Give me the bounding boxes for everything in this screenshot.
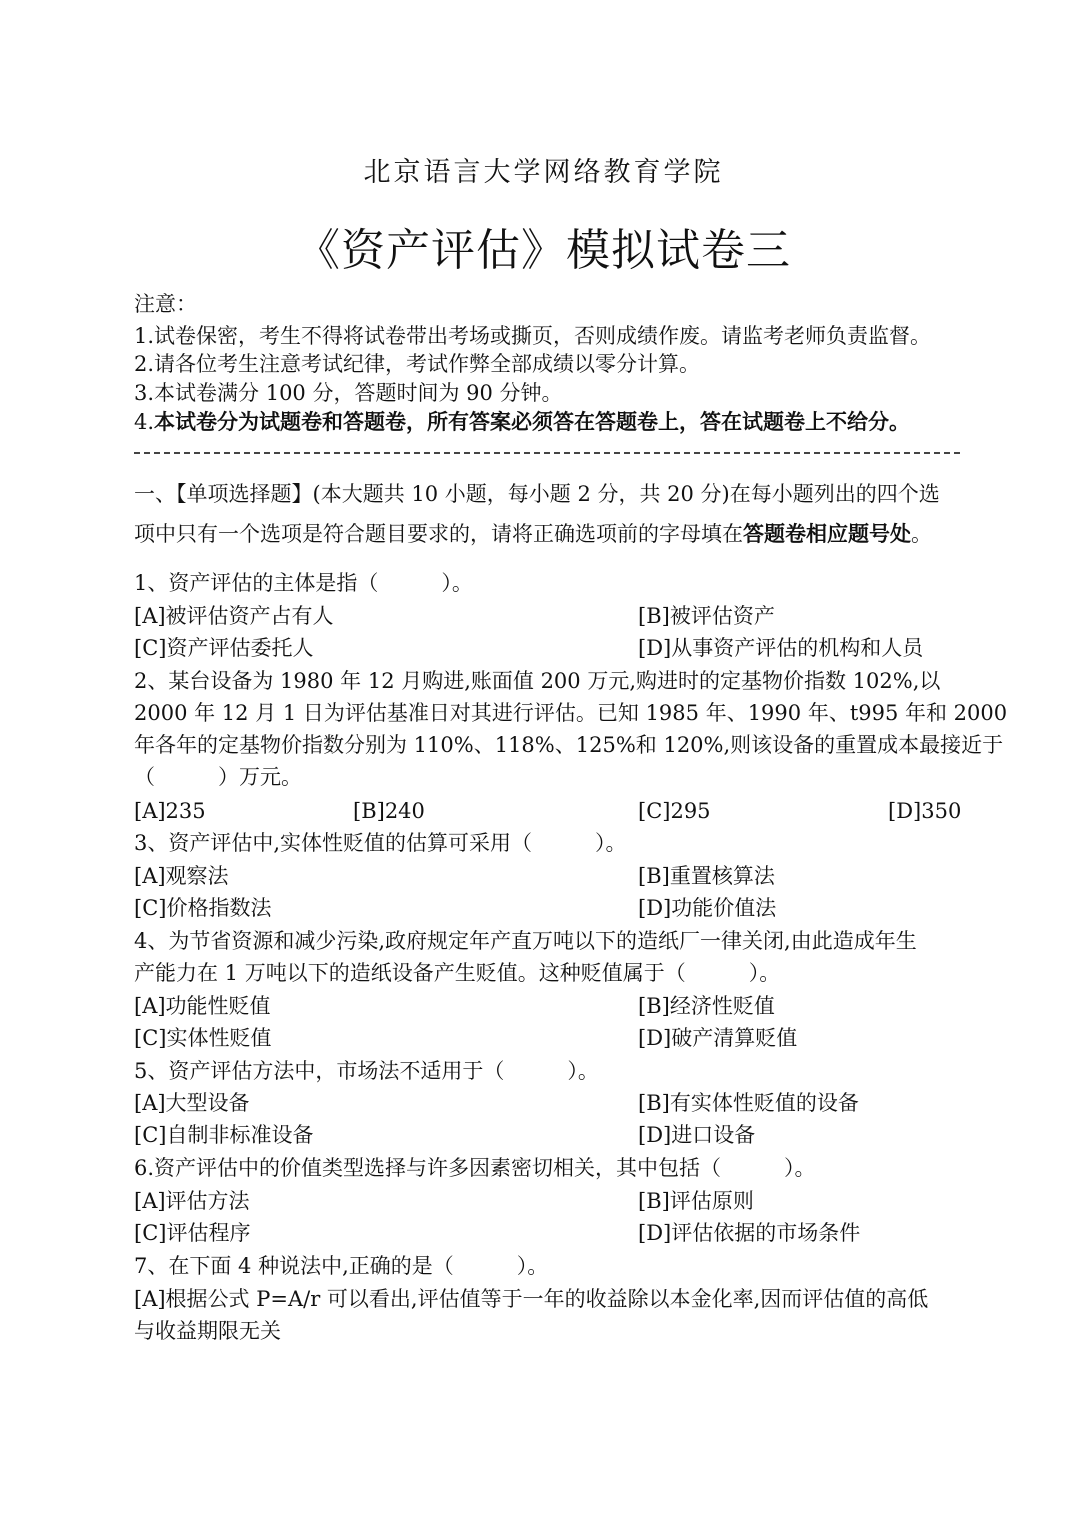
notice-heading: 注意： — [134, 292, 197, 316]
q4-stem-line-2: 产能力在 1 万吨以下的造纸设备产生贬值。这种贬值属于（ ）。 — [134, 961, 781, 985]
q5-option-d: [D]进口设备 — [638, 1123, 756, 1147]
q2-option-c: [C]295 — [638, 799, 711, 823]
q1-stem: 1、资产评估的主体是指（ ）。 — [134, 571, 473, 595]
q2-option-b: [B]240 — [353, 799, 425, 823]
q5-option-c: [C]自制非标准设备 — [134, 1123, 314, 1147]
q1-option-d: [D]从事资产评估的机构和人员 — [638, 636, 924, 660]
q6-stem: 6.资产评估中的价值类型选择与许多因素密切相关，其中包括（ ）。 — [134, 1156, 816, 1180]
q2-stem-line-3: 年各年的定基物价指数分别为 110%、118%、125%和 120%,则该设备的重置成本最接近于 — [134, 733, 1004, 757]
section-instruction-line-1: 一、【单项选择题】(本大题共 10 小题，每小题 2 分，共 20 分)在每小题列出的四个选 — [134, 482, 940, 506]
q3-option-a: [A]观察法 — [134, 864, 229, 888]
q2-option-d: [D]350 — [888, 799, 962, 823]
section-instruction-line-2 — [134, 520, 932, 548]
q6-option-b: [B]评估原则 — [638, 1189, 754, 1213]
exam-title: 《资产评估》模拟试卷三 — [296, 225, 791, 276]
q5-stem: 5、资产评估方法中，市场法不适用于（ ）。 — [134, 1059, 599, 1083]
q5-option-b: [B]有实体性贬值的设备 — [638, 1091, 859, 1115]
notice-item-1: 1.试卷保密，考生不得将试卷带出考场或撕页，否则成绩作废。请监考老师负责监督。 — [134, 324, 932, 348]
q7-option-a-line-2: 与收益期限无关 — [134, 1319, 281, 1343]
q4-option-b: [B]经济性贬值 — [638, 994, 775, 1018]
q7-option-a-line-1: [A]根据公式 P=A/r 可以看出,评估值等于一年的收益除以本金化率,因而评估值的高低 — [134, 1287, 929, 1311]
notice-item-2: 2.请各位考生注意考试纪律，考试作弊全部成绩以零分计算。 — [134, 352, 701, 376]
q4-option-d: [D]破产清算贬值 — [638, 1026, 798, 1050]
section-instruction-end: 。 — [911, 522, 932, 546]
section-instruction-plain: 项中只有一个选项是符合题目要求的，请将正确选项前的字母填在 — [134, 522, 743, 546]
q3-option-c: [C]价格指数法 — [134, 896, 272, 920]
school-name: 北京语言大学网络教育学院 — [363, 157, 724, 188]
q2-stem-line-4: （ ）万元。 — [134, 765, 302, 789]
notice-item-3: 3.本试卷满分 100 分，答题时间为 90 分钟。 — [134, 381, 563, 405]
notice-item-4-prefix: 4. — [134, 410, 155, 434]
q3-stem: 3、资产评估中,实体性贬值的估算可采用（ ）。 — [134, 831, 627, 855]
q4-option-a: [A]功能性贬值 — [134, 994, 271, 1018]
section-instruction-bold: 答题卷相应题号处 — [743, 521, 911, 546]
q7-stem: 7、在下面 4 种说法中,正确的是（ ）。 — [134, 1254, 549, 1278]
q6-option-a: [A]评估方法 — [134, 1189, 250, 1213]
q4-stem-line-1: 4、为节省资源和减少污染,政府规定年产直万吨以下的造纸厂一律关闭,由此造成年生 — [134, 929, 917, 953]
q3-option-d: [D]功能价值法 — [638, 896, 777, 920]
q2-option-a: [A]235 — [134, 799, 206, 823]
notice-item-4-bold: 本试卷分为试题卷和答题卷，所有答案必须答在答题卷上，答在试题卷上不给分。 — [154, 409, 911, 434]
q1-option-b: [B]被评估资产 — [638, 604, 775, 628]
q1-option-a: [A]被评估资产占有人 — [134, 604, 334, 628]
q6-option-d: [D]评估依据的市场条件 — [638, 1221, 861, 1245]
q2-stem-line-2: 2000 年 12 月 1 日为评估基准日对其进行评估。已知 1985 年、1990 年、t995 年和 2000 — [134, 701, 1008, 725]
divider-dashed-line — [134, 452, 960, 454]
q2-stem-line-1: 2、某台设备为 1980 年 12 月购进,账面值 200 万元,购进时的定基物价指数 102%,以 — [134, 669, 941, 693]
q1-option-c: [C]资产评估委托人 — [134, 636, 314, 660]
q6-option-c: [C]评估程序 — [134, 1221, 251, 1245]
q4-option-c: [C]实体性贬值 — [134, 1026, 272, 1050]
q3-option-b: [B]重置核算法 — [638, 864, 775, 888]
notice-item-4 — [134, 408, 910, 436]
q5-option-a: [A]大型设备 — [134, 1091, 250, 1115]
